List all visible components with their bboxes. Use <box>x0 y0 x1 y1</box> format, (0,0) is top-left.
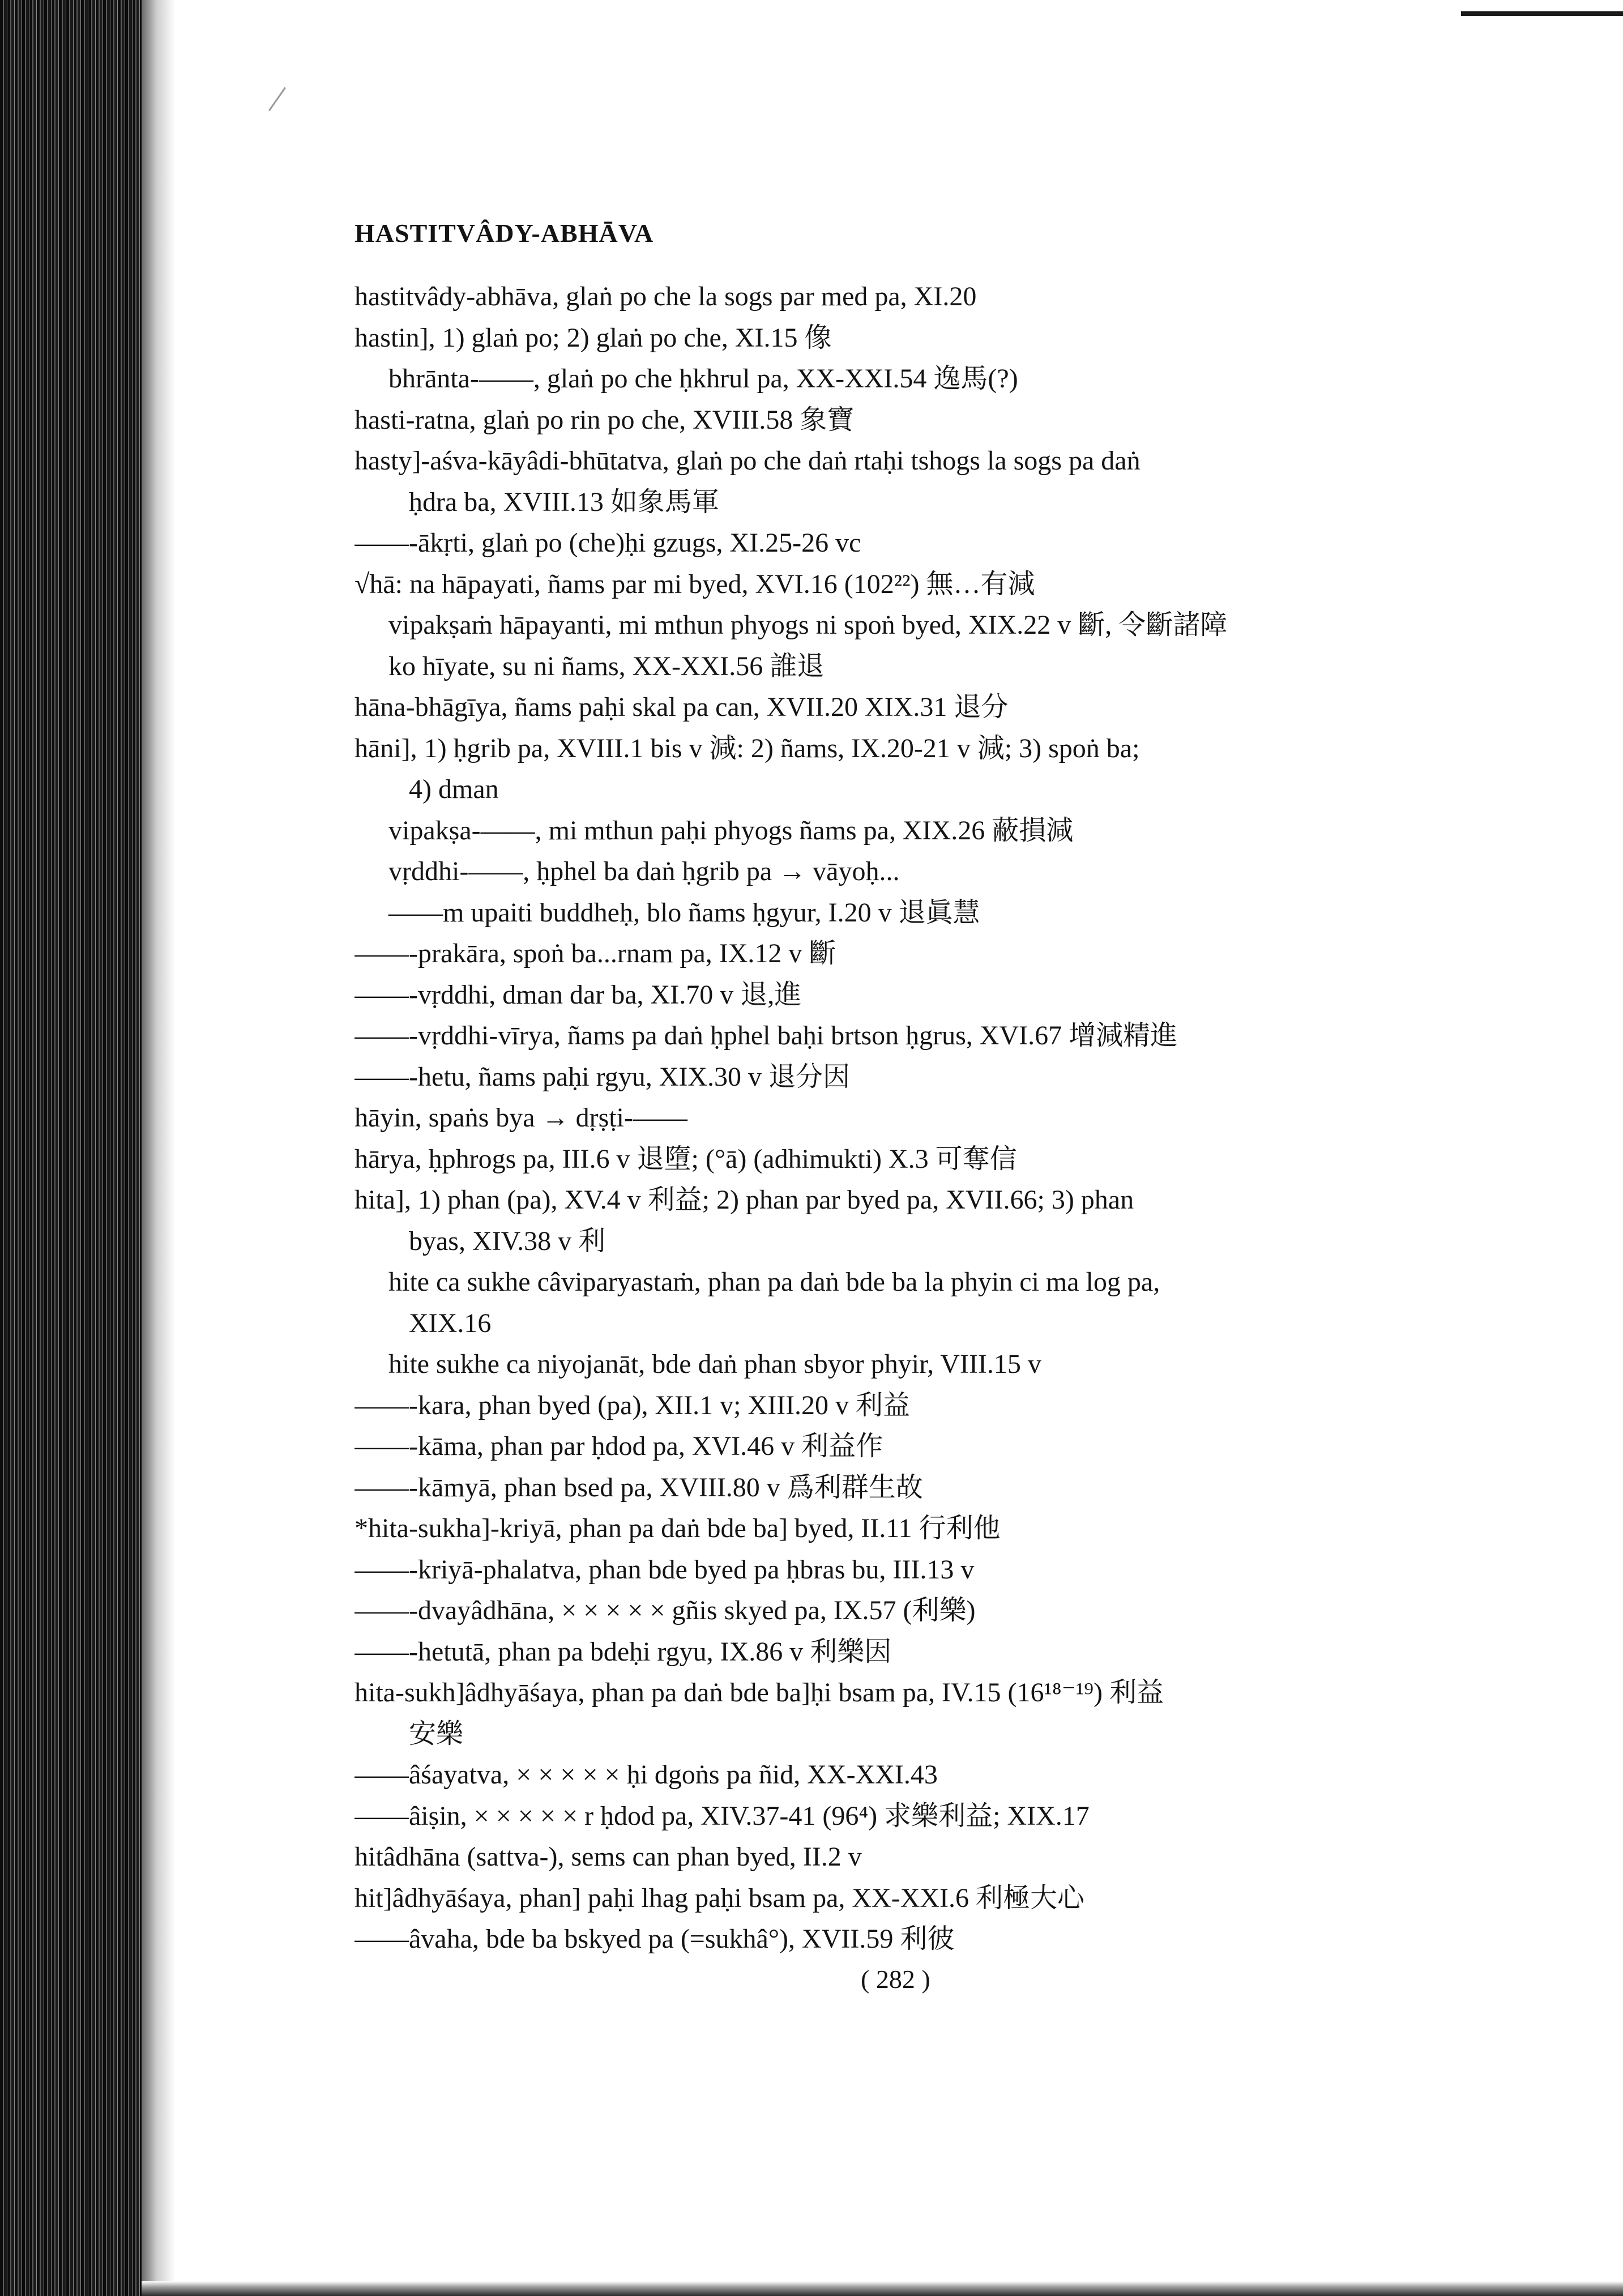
dictionary-line: ——-hetu, ñams paḥi rgyu, XIX.30 v 退分因 <box>355 1061 851 1092</box>
dictionary-line: hita], 1) phan (pa), XV.4 v 利益; 2) phan par byed pa, XVII.66; 3) phan <box>355 1185 1134 1215</box>
dictionary-line: ——-kriyā-phalatva, phan bde byed pa ḥbras bu, III.13 v <box>355 1554 975 1585</box>
dictionary-line: bhrānta-——, glaṅ po che ḥkhrul pa, XX-XXI.54 逸馬(?) <box>388 364 1018 394</box>
page-heading: HASTITVÂDY-ABHĀVA <box>355 219 654 247</box>
dictionary-line: hasti-ratna, glaṅ po rin po che, XVIII.58 象寶 <box>355 404 855 435</box>
dictionary-line: ——-vṛddhi-vīrya, ñams pa daṅ ḥphel baḥi brtson ḥgrus, XVI.67 增減精進 <box>355 1021 1178 1051</box>
dictionary-line: hārya, ḥphrogs pa, III.6 v 退墮; (°ā) (adhimukti) X.3 可奪信 <box>355 1143 1017 1174</box>
dictionary-line: ——-dvayâdhāna, × × × × × gñis skyed pa, IX.57 (利樂) <box>355 1595 976 1625</box>
dictionary-line: hāni], 1) ḥgrib pa, XVIII.1 bis v 減: 2) ñams, IX.20-21 v 減; 3) spoṅ ba; <box>355 733 1140 763</box>
dictionary-line: ——-prakāra, spoṅ ba...rnam pa, IX.12 v 斷 <box>355 938 836 968</box>
dictionary-line: ——âśayatva, × × × × × ḥi dgoṅs pa ñid, XX-XXI.43 <box>355 1760 938 1790</box>
dictionary-entries <box>355 276 1464 1960</box>
dictionary-line: ——-kara, phan byed (pa), XII.1 v; XIII.20 v 利益 <box>355 1390 911 1420</box>
dictionary-line: *hita-sukha]-kriyā, phan pa daṅ bde ba] byed, II.11 行利他 <box>355 1513 1001 1543</box>
dictionary-line: ——-kāmyā, phan bsed pa, XVIII.80 v 爲利群生故 <box>355 1472 923 1503</box>
dictionary-line: XIX.16 <box>409 1308 492 1338</box>
dictionary-line: √hā: na hāpayati, ñams par mi byed, XVI.16 (102²²) 無…有減 <box>355 569 1035 599</box>
dictionary-line: ko hīyate, su ni ñams, XX-XXI.56 誰退 <box>388 651 825 681</box>
dictionary-line: ——-hetutā, phan pa bdeḥi rgyu, IX.86 v 利樂因 <box>355 1636 892 1667</box>
dictionary-line: ——m upaiti buddheḥ, blo ñams ḥgyur, I.20 v 退眞慧 <box>388 897 980 928</box>
scanned-binding-edge <box>0 0 142 2296</box>
dictionary-line: hasty]-aśva-kāyâdi-bhūtatva, glaṅ po che daṅ rtaḥi tshogs la sogs pa daṅ <box>355 446 1141 476</box>
dictionary-line: ——-kāma, phan par ḥdod pa, XVI.46 v 利益作 <box>355 1431 883 1461</box>
dictionary-line: byas, XIV.38 v 利 <box>409 1226 606 1256</box>
dictionary-line: ——-vṛddhi, dman dar ba, XI.70 v 退,進 <box>355 979 802 1010</box>
dictionary-line: ḥdra ba, XVIII.13 如象馬軍 <box>409 486 719 517</box>
dictionary-line: ——âvaha, bde ba bskyed pa (=sukhâ°), XVII.59 利彼 <box>355 1924 955 1954</box>
dictionary-line: vṛddhi-——, ḥphel ba daṅ ḥgrib pa → vāyoḥ... <box>388 856 900 886</box>
dictionary-line: hāyin, spaṅs bya → dṛṣṭi-—— <box>355 1103 687 1133</box>
dictionary-line: ——âiṣin, × × × × × r ḥdod pa, XIV.37-41 (96⁴) 求樂利益; XIX.17 <box>355 1800 1090 1831</box>
dictionary-line: hit]âdhyāśaya, phan] paḥi lhag paḥi bsam pa, XX-XXI.6 利極大心 <box>355 1883 1085 1913</box>
binding-shadow <box>142 0 176 2296</box>
dictionary-line: 4) dman <box>409 774 499 804</box>
dictionary-line: hastin], 1) glaṅ po; 2) glaṅ po che, XI.15 像 <box>355 322 832 353</box>
top-edge-rule <box>1461 11 1623 16</box>
dictionary-line: hita-sukh]âdhyāśaya, phan pa daṅ bde ba]ḥi bsam pa, IV.15 (16¹⁸⁻¹⁹) 利益 <box>355 1678 1164 1708</box>
dictionary-line: hite ca sukhe câviparyastaṁ, phan pa daṅ bde ba la phyin ci ma log pa, <box>388 1267 1160 1297</box>
page-number: ( 282 ) <box>861 1965 930 1994</box>
dictionary-line: hastitvâdy-abhāva, glaṅ po che la sogs par med pa, XI.20 <box>355 281 977 311</box>
scanned-bottom-edge <box>142 2281 1623 2296</box>
dictionary-line: ——-ākṛti, glaṅ po (che)ḥi gzugs, XI.25-26 vc <box>355 528 861 558</box>
dictionary-line: 安樂 <box>409 1718 464 1749</box>
pencil-mark <box>268 87 286 112</box>
dictionary-line: vipakṣaṁ hāpayanti, mi mthun phyogs ni spoṅ byed, XIX.22 v 斷, 令斷諸障 <box>388 610 1228 640</box>
dictionary-line: hitâdhāna (sattva-), sems can phan byed, II.2 v <box>355 1842 862 1872</box>
dictionary-line: hite sukhe ca niyojanāt, bde daṅ phan sbyor phyir, VIII.15 v <box>388 1349 1041 1379</box>
dictionary-line: hāna-bhāgīya, ñams paḥi skal pa can, XVII.20 XIX.31 退分 <box>355 692 1009 722</box>
dictionary-line: vipakṣa-——, mi mthun paḥi phyogs ñams pa, XIX.26 蔽損減 <box>388 815 1074 846</box>
